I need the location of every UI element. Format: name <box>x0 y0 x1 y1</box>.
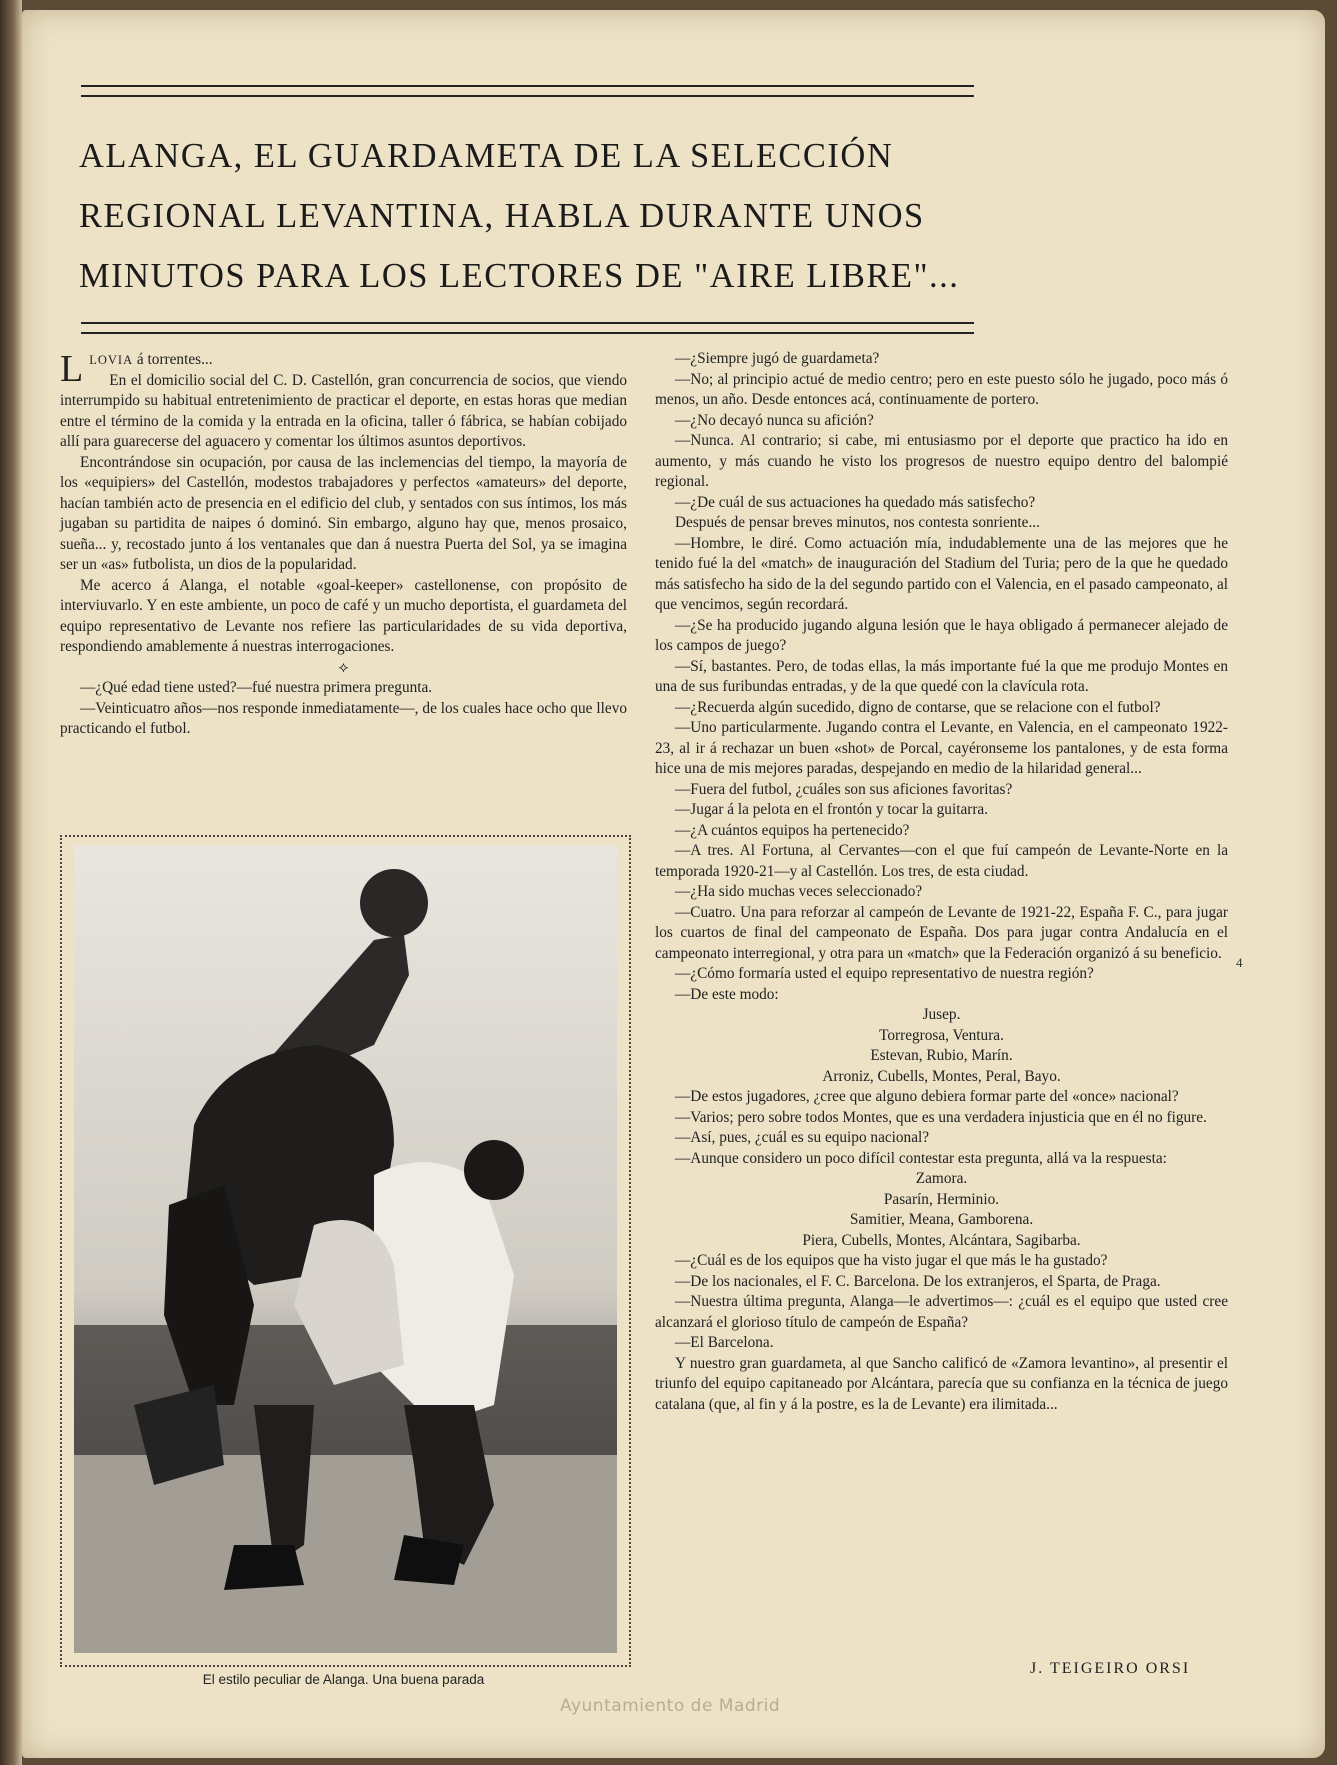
interview-paragraph: —Aunque considero un poco difícil contestar esta pregunta, allá va la respuesta: <box>675 1149 1167 1167</box>
interview-paragraph: —Sí, bastantes. Pero, de todas ellas, la más importante fué la que me produjo Montes en una de sus furibundas entradas, y de la que quedé con la clavícula rota. <box>655 657 1228 695</box>
interview-paragraph: —Varios; pero sobre todos Montes, que es una verdadera injusticia que en él no figure. <box>675 1108 1207 1126</box>
lineup-line: Samitier, Meana, Gamborena. <box>849 1211 1034 1228</box>
photo-frame <box>60 835 631 1667</box>
interview-paragraph: —Fuera del futbol, ¿cuáles son sus aficiones favoritas? <box>675 780 1013 798</box>
article-headline <box>79 126 979 306</box>
lineup-line: Zamora. <box>915 1170 968 1187</box>
interview-paragraph: —De este modo: <box>675 985 779 1003</box>
interview-block-2 <box>655 1087 1228 1169</box>
interview-paragraph: —Cuatro. Una para reforzar al campeón de Levante de 1921-22, España F. C., para jugar los cuartos de final del campeonato de España. Dos para jugar contra Andalucía en el campeonato interregional, y otra para un «match» que la Federación organizó á su beneficio. <box>655 903 1228 962</box>
lineup-line: Jusep. <box>922 1006 961 1023</box>
interview-paragraph: Y nuestro gran guardameta, al que Sancho calificó de «Zamora levantino», al presentir el triunfo del equipo capitaneado por Alcántara, parecía que su confianza en la técnica de juego catalana (que, al fin y á la postre, es la de Levante) era ilimitada... <box>655 1354 1228 1413</box>
bottom-double-rule <box>81 322 974 334</box>
lineup-line: Torregrosa, Ventura. <box>879 1026 1004 1044</box>
paragraph-1: En el domicilio social del C. D. Castellón, gran concurrencia de socios, que viendo interrumpido su habitual entretenimiento de practicar el deporte, en estas horas que median entre el término de la comida y la entrada en la oficina, taller ó fábrica, se habían cobijado allí para guarecerse del aguacero y comentar los últimos asuntos deportivos. <box>60 371 627 450</box>
lead-paragraph <box>60 348 627 390</box>
interview-paragraph: —Nunca. Al contrario; si cabe, mi entusiasmo por el deporte que practico ha ido en aumento, y más cuando he visto los progresos de nuestro equipo dentro del balompié regional. <box>655 432 1228 490</box>
top-double-rule <box>81 85 974 97</box>
interview-paragraph: —¿Recuerda algún sucedido, digno de contarse, que se relacione con el futbol? <box>675 698 1161 716</box>
interview-paragraph: —Uno particularmente. Jugando contra el Levante, en Valencia, en el campeonato 1922-23, al ir á rechazar un buen «shot» de Porcal, cayéronseme los pantalones, y de esta forma hice una de mis mejores paradas, despejando en medio de la hilaridad general... <box>655 719 1228 777</box>
interview-paragraph: —Nuestra última pregunta, Alanga—le advertimos—: ¿cuál es el equipo que usted cree alcanzará el glorioso título de campeón de España? <box>655 1293 1228 1331</box>
margin-mark: 4 <box>1236 955 1243 970</box>
interview-paragraph: —Así, pues, ¿cuál es su equipo nacional? <box>675 1129 930 1146</box>
interview-paragraph: —¿Se ha producido jugando alguna lesión que le haya obligado á permanecer alejado de los campos de juego? <box>655 616 1228 654</box>
interview-block-3 <box>655 1251 1228 1415</box>
headline-line-2: REGIONAL LEVANTINA, HABLA DURANTE UNOS <box>79 197 925 235</box>
interview-paragraph: —¿Cuál es de los equipos que ha visto jugar el que más le ha gustado? <box>675 1252 1108 1269</box>
lead-rest: á torrentes... <box>133 351 213 368</box>
lineup-line: Arroniz, Cubells, Montes, Peral, Bayo. <box>822 1067 1061 1085</box>
interview-paragraph: —¿De cuál de sus actuaciones ha quedado más satisfecho? <box>675 493 1036 511</box>
headline-line-3: MINUTOS PARA LOS LECTORES DE "AIRE LIBRE"... <box>79 257 960 295</box>
paragraph-4: —¿Qué edad tiene usted?—fué nuestra primera pregunta. <box>80 679 433 696</box>
section-ornament: ⟡ <box>338 659 349 676</box>
interview-paragraph: Después de pensar breves minutos, nos contesta sonriente... <box>675 514 1040 531</box>
lineup-line: Pasarín, Herminio. <box>883 1190 1000 1208</box>
paragraph-3: Me acerco á Alanga, el notable «goal-keeper» castellonense, con propósito de interviuvarlo. Y en este ambiente, un poco de café y un mucho deportista, el guardameta del equipo representativo de Levante nos refiere las particularidades de su vida deportiva, respondiendo amablemente á nuestras interrogaciones. <box>60 576 627 655</box>
drop-cap: L <box>60 348 84 390</box>
interview-paragraph: —Jugar á la pelota en el frontón y tocar la guitarra. <box>675 801 989 818</box>
interview-block-1 <box>655 349 1228 1005</box>
regional-team-lineup <box>655 1005 1228 1087</box>
author-signature: J. TEIGEIRO ORSI <box>1030 1660 1191 1677</box>
interview-paragraph: —¿Ha sido muchas veces seleccionado? <box>675 883 923 900</box>
interview-paragraph: —A tres. Al Fortuna, al Cervantes—con el que fuí campeón de Levante-Norte en la temporada 1920-21—y al Castellón. Los tres, de esta ciudad. <box>655 842 1228 880</box>
headline-line-1: ALANGA, EL GUARDAMETA DE LA SELECCIÓN <box>79 137 894 175</box>
interview-paragraph: —Hombre, le diré. Como actuación mía, indudablemente una de las mejores que he tenido fué la del «match» de inauguración del Stadium del Turia; pero de la que he quedado más satisfecho ha sido de la del segundo partido con el Valencia, en el pasado campeonato, al que vencimos, según recordará. <box>655 534 1228 613</box>
interview-paragraph: —¿Siempre jugó de guardameta? <box>675 350 880 367</box>
photo-caption: El estilo peculiar de Alanga. Una buena parada <box>202 1672 485 1687</box>
archive-watermark: Ayuntamiento de Madrid <box>560 1696 781 1716</box>
lineup-line: Estevan, Rubio, Marín. <box>870 1047 1013 1064</box>
interview-paragraph: —¿Cómo formaría usted el equipo representativo de nuestra región? <box>675 965 1094 982</box>
interview-paragraph: —¿A cuántos equipos ha pertenecido? <box>675 821 910 839</box>
goalkeeper-photo <box>74 845 617 1653</box>
interview-paragraph: —De los nacionales, el F. C. Barcelona. De los extranjeros, el Sparta, de Praga. <box>675 1272 1161 1290</box>
lead-smallcaps: LOVIA <box>89 353 134 367</box>
paragraph-2: Encontrándose sin ocupación, por causa de las inclemencias del tiempo, la mayoría de los «equipiers» del Castellón, modestos trabajadores y perfectos «amateurs» del deporte, hacían también acto de presencia en el edificio del club, y sentados con sus íntimos, los más jugaban su partidita de naipes ó dominó. Sin embargo, alguno hay que, menos prosaico, sueña... y, recostado junto á los ventanales que dan á nuestra Puerta del Sol, ya se imagina ser un «as» futbolista, un dios de la popularidad. <box>60 453 627 573</box>
right-column <box>655 349 1228 1415</box>
paragraph-5: —Veinticuatro años—nos responde inmediatamente—, de los cuales hace ocho que llevo practicando el futbol. <box>60 699 627 737</box>
left-column <box>60 350 627 740</box>
lineup-line: Piera, Cubells, Montes, Alcántara, Sagibarba. <box>802 1231 1081 1249</box>
interview-paragraph: —¿No decayó nunca su afición? <box>675 411 874 429</box>
national-team-lineup <box>655 1169 1228 1251</box>
interview-paragraph: —De estos jugadores, ¿cree que alguno debiera formar parte del «once» nacional? <box>675 1088 1179 1105</box>
book-spine <box>0 0 22 1765</box>
interview-paragraph: —El Barcelona. <box>675 1334 774 1351</box>
interview-paragraph: —No; al principio actué de medio centro; pero en este puesto sólo he jugado, poco más ó menos, un año. Desde entonces acá, continuamente de portero. <box>655 370 1228 408</box>
